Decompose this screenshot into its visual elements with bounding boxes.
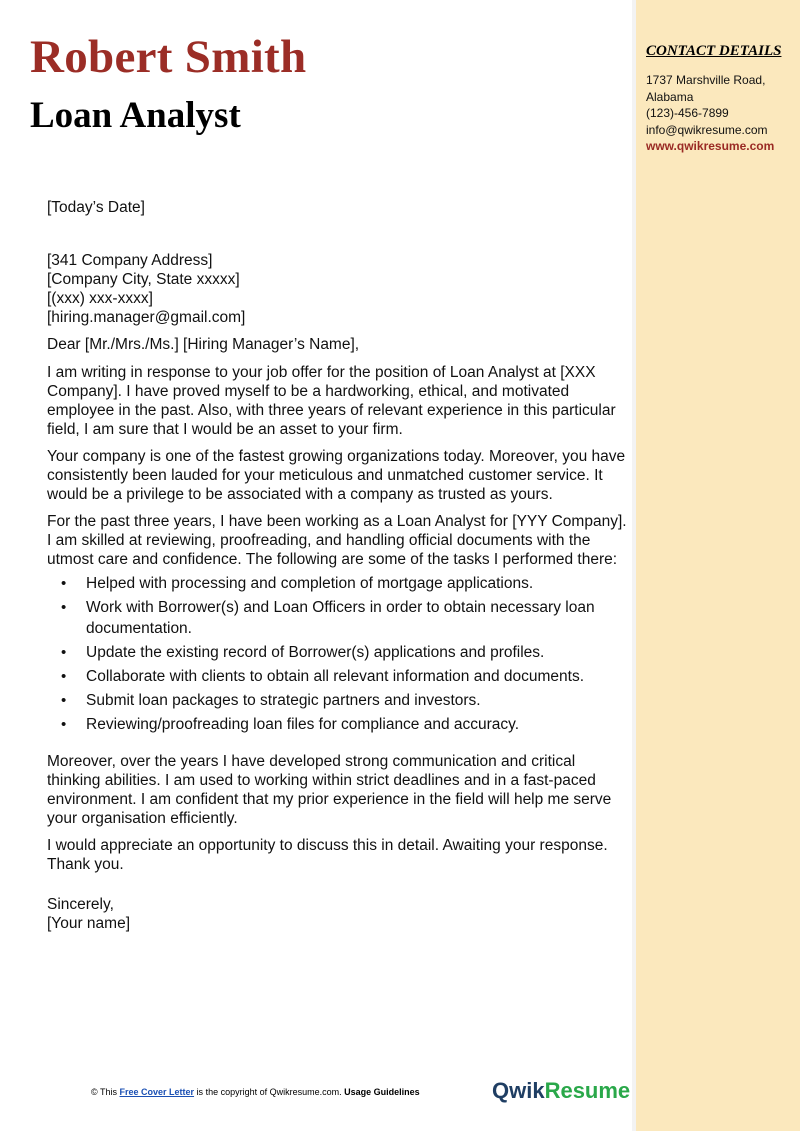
usage-guidelines-link[interactable]: Usage Guidelines [344,1087,420,1097]
contact-address-line2: Alabama [646,89,694,104]
contact-phone: (123)-456-7899 [646,106,729,120]
body-paragraph: I am writing in response to your job offer for the position of Loan Analyst at [XXX Company]. I have proved myself to be a hardworking, ethical, and motivated employee in the past. Also, with three years of relevant experience in this particular field, I am sure that I would be an asset to your firm. [47,364,616,438]
task-item: • Work with Borrower(s) and Loan Officers in order to obtain necessary loan documentation. [47,597,627,639]
recipient-address-line: [341 Company Address] [47,252,213,269]
logo-qwik: Qwik [492,1078,545,1103]
task-item: • Reviewing/proofreading loan files for compliance and accuracy. [47,714,627,735]
task-item: • Helped with processing and completion of mortgage applications. [47,573,627,594]
letter-body [47,198,627,933]
qwikresume-logo[interactable] [492,1078,630,1104]
body-paragraph: For the past three years, I have been working as a Loan Analyst for [YYY Company]. I am skilled at reviewing, proofreading, and handling official documents with the utmost care and confidence. The following are some of the tasks I performed there: [47,513,627,568]
body-paragraph: Moreover, over the years I have developed strong communication and critical thinking abilities. I am used to working within strict deadlines and in a fast-paced environment. I am confident that my prior experience in the field will help me serve your organisation efficiently. [47,753,612,827]
recipient-address-line: [Company City, State xxxxx] [47,271,240,288]
task-item: • Update the existing record of Borrower(s) applications and profiles. [47,642,627,663]
contact-heading: CONTACT DETAILS [646,43,782,59]
job-title: Loan Analyst [30,95,241,136]
logo-resume: Resume [544,1078,631,1103]
task-item: • Submit loan packages to strategic partners and investors. [47,690,627,711]
applicant-name: Robert Smith [30,31,307,83]
salutation: Dear [Mr./Mrs./Ms.] [Hiring Manager’s Name], [47,336,360,353]
copyright-footer [91,1087,420,1097]
free-cover-letter-link[interactable]: Free Cover Letter [119,1087,195,1097]
footer-text: This [99,1087,117,1097]
recipient-address-line: [hiring.manager@gmail.com] [47,309,246,326]
closing-paragraph: I would appreciate an opportunity to discuss this in detail. Awaiting your response. Thank you. [47,837,608,873]
task-item: • Collaborate with clients to obtain all relevant information and documents. [47,666,627,687]
footer-text: is the copyright of Qwikresume.com. [196,1087,342,1097]
contact-email[interactable]: info@qwikresume.com [646,122,768,137]
contact-sidebar [632,0,800,1131]
contact-website[interactable]: www.qwikresume.com [646,139,775,153]
task-list [47,573,627,735]
letter-date: [Today’s Date] [47,199,145,216]
signature-block [47,895,627,933]
contact-address-line1: 1737 Marshville Road, [646,73,766,87]
contact-details [646,72,796,155]
body-paragraph: Your company is one of the fastest growing organizations today. Moreover, you have consistently been lauded for your meticulous and unmatched customer service. It would be a privilege to be associated with a company as trusted as yours. [47,448,626,503]
recipient-address-line: [(xxx) xxx-xxxx] [47,290,153,307]
copyright-icon: © [91,1087,98,1097]
signoff: Sincerely, [47,896,114,913]
signature-name: [Your name] [47,915,131,932]
